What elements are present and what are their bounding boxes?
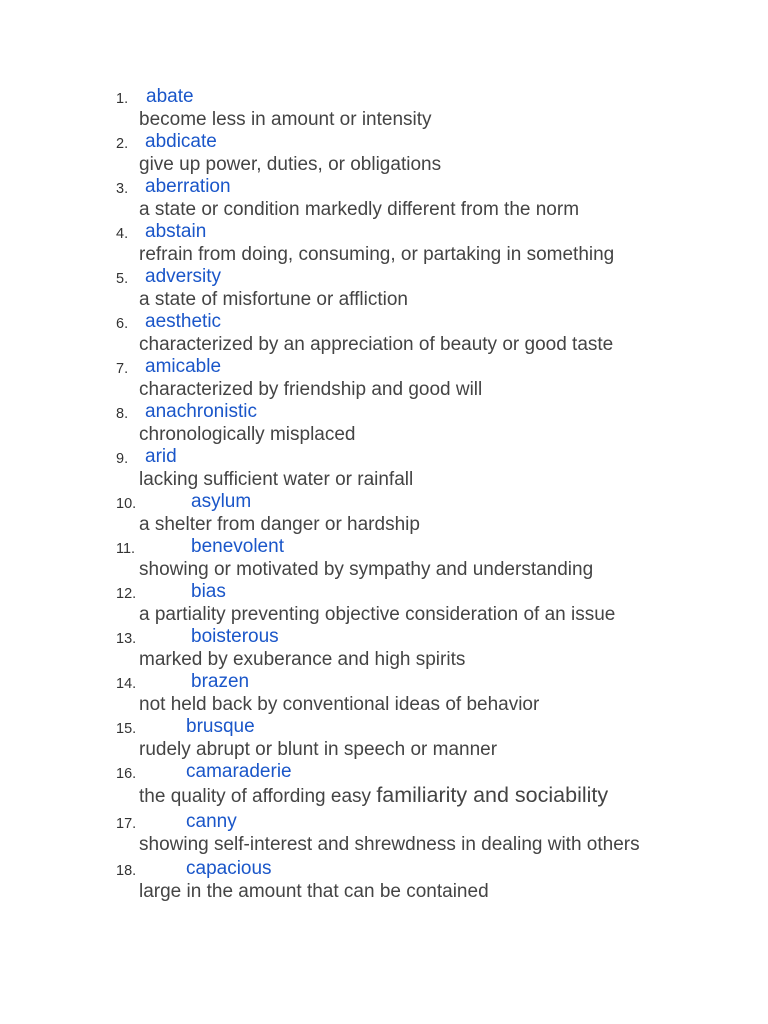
vocab-term-link[interactable]: arid xyxy=(145,446,177,467)
term-line xyxy=(0,311,768,334)
term-line xyxy=(0,626,768,649)
vocab-definition xyxy=(139,694,659,717)
vocab-entry xyxy=(0,86,768,131)
term-line xyxy=(0,761,768,784)
term-line xyxy=(0,858,768,881)
vocab-entry xyxy=(0,446,768,491)
definition-text: become less in amount or intensity xyxy=(139,108,432,130)
term-line xyxy=(0,581,768,604)
vocab-entry xyxy=(0,811,768,856)
definition-text: rudely abrupt or blunt in speech or manner xyxy=(139,738,498,760)
term-line xyxy=(0,131,768,154)
definition-text: give up power, duties, or obligations xyxy=(139,153,442,175)
vocab-entry xyxy=(0,401,768,446)
entry-number: 15. xyxy=(116,721,137,737)
definition-text: large in the amount that can be contained xyxy=(139,880,489,902)
term-line xyxy=(0,536,768,559)
entry-number: 1. xyxy=(116,91,129,107)
vocab-definition xyxy=(139,109,659,132)
vocab-definition xyxy=(139,199,659,222)
vocab-term-link[interactable]: canny xyxy=(186,811,237,832)
entry-number: 8. xyxy=(116,406,129,422)
vocab-definition xyxy=(139,559,659,582)
vocab-entry xyxy=(0,131,768,176)
entry-number: 6. xyxy=(116,316,129,332)
term-line xyxy=(0,491,768,514)
vocab-entry xyxy=(0,716,768,761)
definition-text: a partiality preventing objective consideration of an issue xyxy=(139,603,616,625)
term-line xyxy=(0,716,768,739)
definition-text-large: familiarity and sociability xyxy=(376,782,609,807)
vocab-definition xyxy=(139,739,659,762)
entry-number: 2. xyxy=(116,136,129,152)
vocab-term-link[interactable]: brusque xyxy=(186,716,255,737)
entry-number: 18. xyxy=(116,863,137,879)
vocab-term-link[interactable]: asylum xyxy=(191,491,252,512)
vocab-entry xyxy=(0,536,768,581)
entry-number: 11. xyxy=(116,541,136,557)
vocab-term-link[interactable]: amicable xyxy=(145,356,222,377)
term-line xyxy=(0,811,768,834)
vocab-term-link[interactable]: boisterous xyxy=(191,626,279,647)
term-line xyxy=(0,356,768,379)
definition-text: showing or motivated by sympathy and understanding xyxy=(139,558,594,580)
entry-number: 3. xyxy=(116,181,129,197)
vocab-entry xyxy=(0,858,768,903)
term-line xyxy=(0,221,768,244)
vocabulary-list xyxy=(0,86,768,903)
vocab-definition xyxy=(139,514,659,537)
vocab-entry xyxy=(0,626,768,671)
term-line xyxy=(0,176,768,199)
definition-text: refrain from doing, consuming, or partaking in something xyxy=(139,243,615,265)
vocab-term-link[interactable]: benevolent xyxy=(191,536,284,557)
vocab-entry xyxy=(0,491,768,536)
entry-number: 5. xyxy=(116,271,129,287)
vocab-definition xyxy=(139,604,659,627)
definition-text: not held back by conventional ideas of behavior xyxy=(139,693,540,715)
definition-text: lacking sufficient water or rainfall xyxy=(139,468,414,490)
term-line xyxy=(0,266,768,289)
vocab-definition xyxy=(139,881,659,904)
entry-number: 7. xyxy=(116,361,129,377)
entry-number: 14. xyxy=(116,676,137,692)
vocab-entry xyxy=(0,581,768,626)
vocab-definition xyxy=(139,424,659,447)
vocab-entry xyxy=(0,356,768,401)
vocab-term-link[interactable]: aesthetic xyxy=(145,311,222,332)
entry-number: 9. xyxy=(116,451,129,467)
vocab-term-link[interactable]: brazen xyxy=(191,671,250,692)
vocab-definition xyxy=(139,469,659,492)
term-line xyxy=(0,401,768,424)
definition-text: characterized by an appreciation of beauty or good taste xyxy=(139,333,614,355)
vocab-term-link[interactable]: abstain xyxy=(145,221,207,242)
vocab-term-link[interactable]: aberration xyxy=(145,176,231,197)
vocab-entry xyxy=(0,266,768,311)
vocab-term-link[interactable]: capacious xyxy=(186,858,272,879)
vocab-term-link[interactable]: abdicate xyxy=(145,131,217,152)
term-line xyxy=(0,86,768,109)
definition-text: marked by exuberance and high spirits xyxy=(139,648,466,670)
vocab-definition xyxy=(139,154,659,177)
entry-number: 4. xyxy=(116,226,129,242)
entry-number: 16. xyxy=(116,766,137,782)
entry-number: 17. xyxy=(116,816,137,832)
vocab-definition xyxy=(139,834,659,857)
vocab-entry xyxy=(0,221,768,266)
vocab-entry xyxy=(0,671,768,716)
vocab-entry xyxy=(0,176,768,221)
definition-text: chronologically misplaced xyxy=(139,423,356,445)
definition-text: characterized by friendship and good will xyxy=(139,378,483,400)
vocab-term-link[interactable]: anachronistic xyxy=(145,401,257,422)
entry-number: 12. xyxy=(116,586,137,602)
definition-text: a shelter from danger or hardship xyxy=(139,513,420,535)
vocab-definition xyxy=(139,784,659,809)
vocab-definition xyxy=(139,379,659,402)
vocab-definition xyxy=(139,334,659,357)
vocab-term-link[interactable]: abate xyxy=(146,86,194,107)
vocab-definition xyxy=(139,244,659,267)
definition-text: showing self-interest and shrewdness in dealing with others xyxy=(139,833,640,855)
vocab-term-link[interactable]: camaraderie xyxy=(186,761,292,782)
vocab-definition xyxy=(139,289,659,312)
vocab-term-link[interactable]: bias xyxy=(191,581,226,602)
definition-text: a state or condition markedly different from the norm xyxy=(139,198,580,220)
entry-number: 10. xyxy=(116,496,137,512)
definition-text: a state of misfortune or affliction xyxy=(139,288,408,310)
vocab-entry xyxy=(0,311,768,356)
entry-number: 13. xyxy=(116,631,137,647)
vocab-entry xyxy=(0,761,768,808)
term-line xyxy=(0,446,768,469)
term-line xyxy=(0,671,768,694)
definition-text: the quality of affording easy xyxy=(139,785,377,807)
vocab-definition xyxy=(139,649,659,672)
vocab-term-link[interactable]: adversity xyxy=(145,266,222,287)
